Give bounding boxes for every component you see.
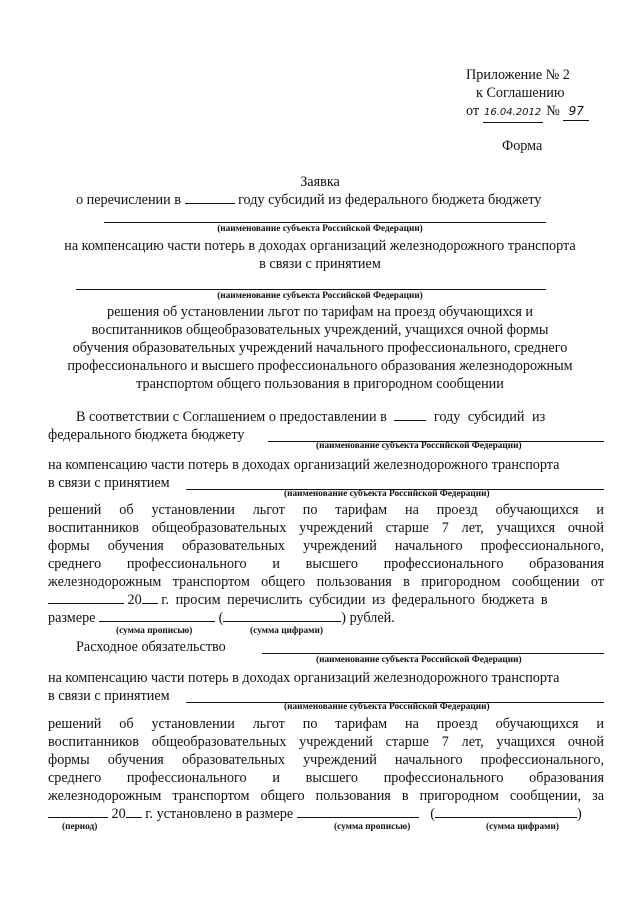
subject-name-line [104,222,546,223]
date-blank [48,603,124,604]
body1-line-6: воспитанников общеобразовательных учреждений старше 7 лет, учащихся очной [48,520,604,536]
year-20: 20 [127,592,142,608]
amount-digits-blank [223,621,341,622]
body1-decision-sublabel: (наименование субъекта Российской Федерации) [284,489,490,499]
body1-line-11 [48,609,395,627]
body2-line-9 [48,805,582,823]
agreement-label: к Соглашению [476,85,565,101]
body2-line-3: в связи с принятием [48,688,170,704]
period-sublabel: (период) [62,822,98,832]
title-line-8: транспортом общего пользования в пригородном сообщении [136,376,504,392]
paren-close-rubles: ) рублей. [341,610,395,626]
title-line-7: профессионального и высшего профессионального образования железнодорожным [67,358,573,374]
document-title: Заявка [300,174,340,190]
title-line-6: обучения образовательных учреждений начального профессионального, среднего [72,340,568,356]
handwritten-date: 16.04.2012 [483,104,543,123]
amount-words-blank [99,621,215,622]
year-blank [185,203,235,204]
body1-line-2: федерального бюджета бюджету [48,427,245,443]
title-line-1 [76,191,541,209]
handwritten-number: 97 [563,102,589,121]
year-suffix-blank-b [126,817,142,818]
amount-words-sublabel: (сумма прописью) [116,626,193,636]
title-line-1b: году субсидий из федерального бюджета бюджету [238,192,542,208]
body1-line-1 [76,408,545,426]
decision-name-line [76,289,546,290]
form-label: Форма [502,138,543,154]
title-line-3: в связи с принятием [259,256,381,272]
agreement-date-line [466,102,589,123]
body1-line-4: в связи с принятием [48,475,170,491]
body2-line-2: на компенсацию части потерь в доходах организаций железнодорожного транспорта [48,670,560,686]
body1-line-10-rest: г. просим перечислить субсидии из федерального бюджета в [161,592,548,608]
paren-close-b: ) [577,806,582,822]
appendix-label: Приложение № 2 [466,67,570,83]
body2-subject-sublabel: (наименование субъекта Российской Федерации) [316,655,522,665]
body2-line-6: формы обучения образовательных учреждений начального профессионального, [48,752,604,768]
body2-decision-sublabel: (наименование субъекта Российской Федерации) [284,702,490,712]
title-line-4: решения об установлении льгот по тарифам на проезд обучающихся и [107,304,533,320]
body2-line-1: Расходное обязательство [76,639,226,655]
body1-line-9: железнодорожным транспортом общего пользования в пригородном сообщении от [48,574,604,590]
paren-open-b: ( [430,806,435,822]
amount-words-sublabel-b: (сумма прописью) [334,822,411,832]
subject-sublabel: (наименование субъекта Российской Федерации) [217,224,423,234]
decision-sublabel: (наименование субъекта Российской Федерации) [217,291,423,301]
body2-line-5: воспитанников общеобразовательных учреждений старше 7 лет, учащихся очной [48,734,604,750]
body1-subject-sublabel: (наименование субъекта Российской Федерации) [316,441,522,451]
title-line-2: на компенсацию части потерь в доходах организаций железнодорожного транспорта [64,238,576,254]
body1-line-1b: году субсидий из [433,409,546,425]
period-blank [48,817,108,818]
body1-line-3: на компенсацию части потерь в доходах организаций железнодорожного транспорта [48,457,560,473]
from-prefix: от [466,103,480,119]
amount-label: размере [48,610,96,626]
body2-line-8: железнодорожным транспортом общего пользования в пригородном сообщении, за [48,788,604,804]
body1-line-8: среднего профессионального и высшего профессионального образования [48,556,604,572]
amount-digits-blank-b [435,817,577,818]
year-blank-2 [394,420,426,421]
title-line-1a: о перечислении в [76,192,181,208]
year-suffix-blank [142,603,158,604]
body2-line-9-rest: г. установлено в размере [145,806,294,822]
body2-line-4: решений об установлении льгот по тарифам на проезд обучающихся и [48,716,604,732]
paren-open: ( [218,610,224,626]
body1-line-10 [48,591,548,609]
body2-line-7: среднего профессионального и высшего профессионального образования [48,770,604,786]
body1-line-5: решений об установлении льгот по тарифам на проезд обучающихся и [48,502,604,518]
amount-words-blank-b [297,817,419,818]
amount-digits-sublabel: (сумма цифрами) [250,626,323,636]
number-sign: № [546,103,560,119]
body1-line-1a: В соответствии с Соглашением о предоставлении в [76,409,387,425]
year-20-b: 20 [111,806,126,822]
amount-digits-sublabel-b: (сумма цифрами) [486,822,559,832]
title-line-5: воспитанников общеобразовательных учреждений, учащихся очной формы [91,322,549,338]
body2-subject-line [262,653,604,654]
body1-line-7: формы обучения образовательных учреждений начального профессионального, [48,538,604,554]
